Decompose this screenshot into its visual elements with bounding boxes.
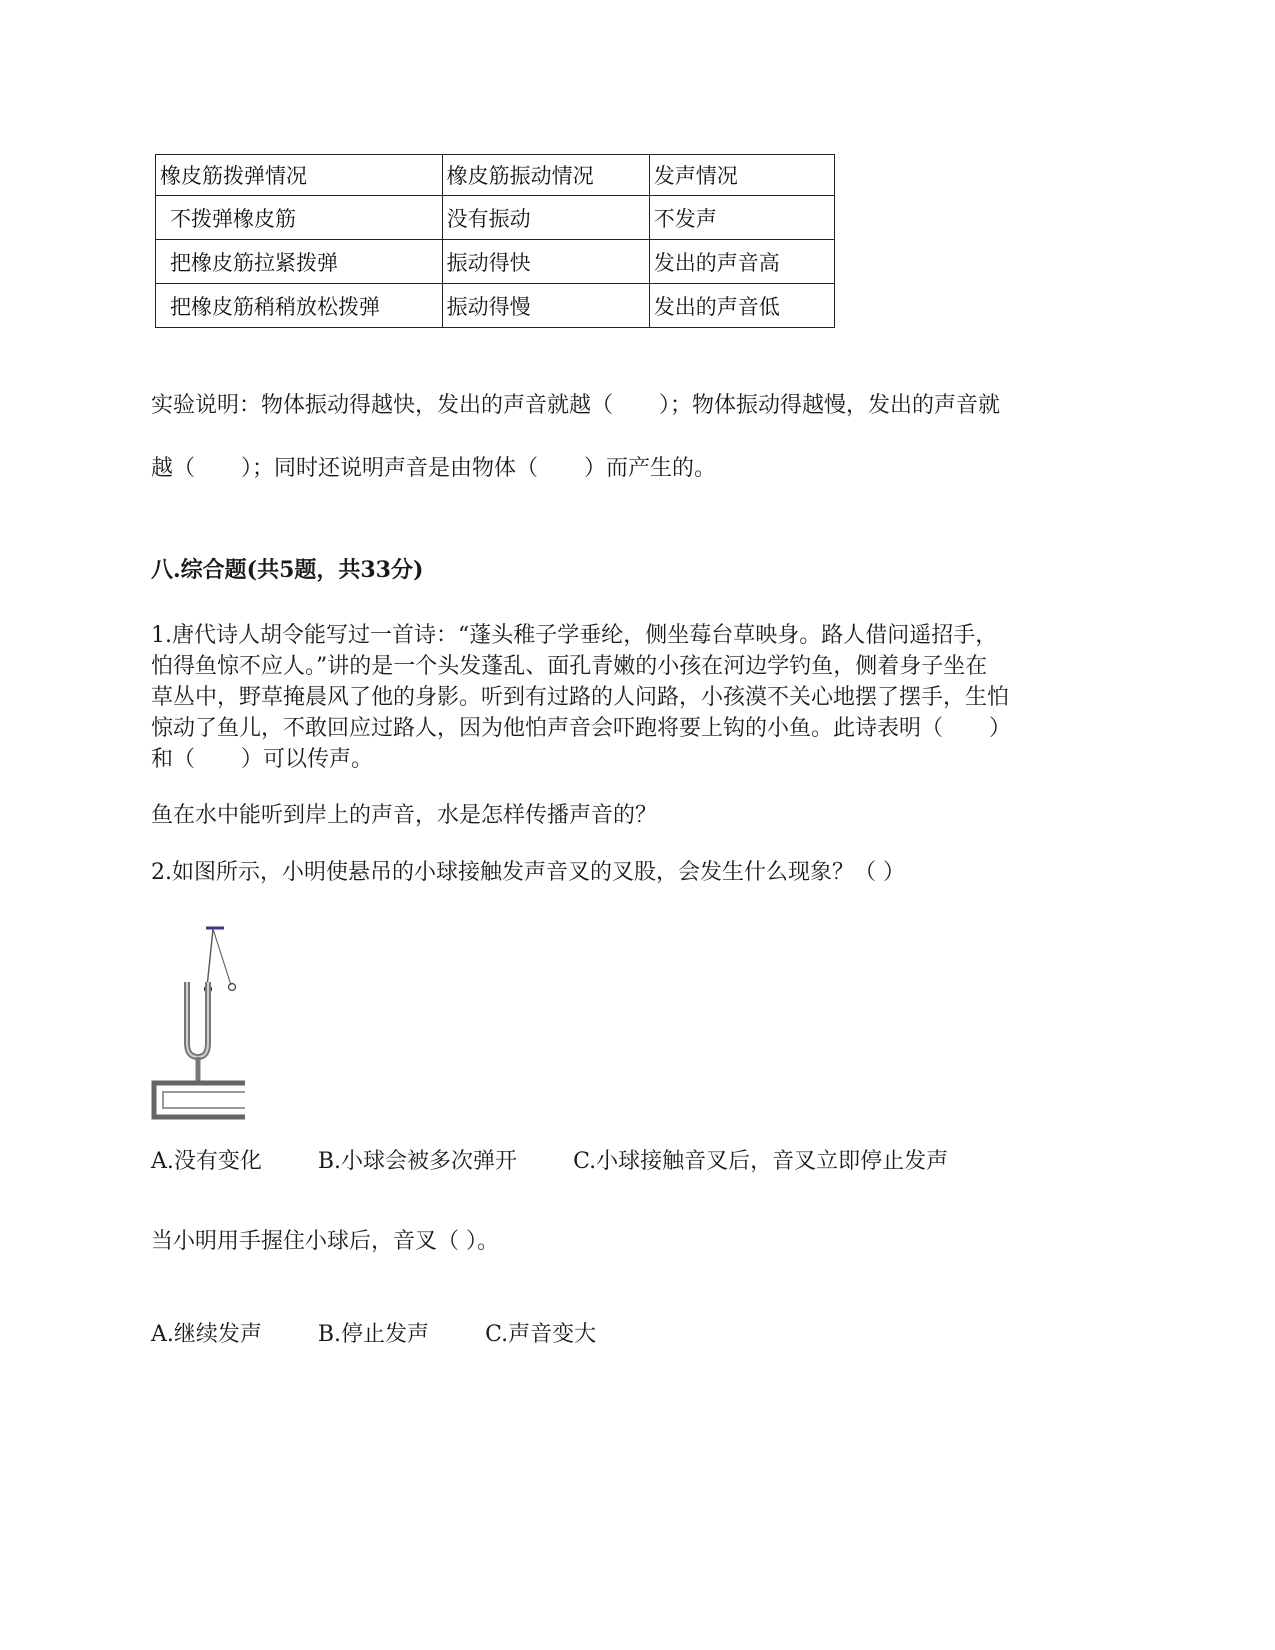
option-c[interactable]: C.声音变大 xyxy=(485,1322,597,1347)
table-cell: 把橡皮筋稍稍放松拨弹 xyxy=(156,284,443,328)
option-a[interactable]: A.继续发声 xyxy=(151,1322,262,1347)
question-1-line: 怕得鱼惊不应人。”讲的是一个头发蓬乱、面孔青嫩的小孩在河边学钓鱼，侧着身子坐在 xyxy=(151,654,988,679)
tuning-fork-figure xyxy=(150,925,260,1125)
pendulum-string xyxy=(213,929,231,985)
table-row xyxy=(156,284,835,328)
table-row xyxy=(156,155,835,196)
tuning-fork-highlight xyxy=(187,982,208,1057)
question-1-line: 草丛中，野草掩晨风了他的身影。听到有过路的人问路，小孩漠不关心地摆了摆手，生怕 xyxy=(151,685,1010,710)
table-cell: 把橡皮筋拉紧拨弹 xyxy=(156,240,443,284)
question-2-subquestion: 当小明用手握住小球后，音叉（ ）。 xyxy=(151,1229,499,1254)
question-1-line: 和（ ）可以传声。 xyxy=(151,747,374,772)
question-1-line: 1.唐代诗人胡令能写过一首诗：“蓬头稚子学垂纶，侧坐莓台草映身。路人借问遥招手， xyxy=(151,623,998,648)
question-2-options xyxy=(151,1144,948,1175)
table-cell: 振动得快 xyxy=(442,240,649,284)
table-row xyxy=(156,196,835,240)
table-cell: 橡皮筋振动情况 xyxy=(442,155,649,196)
table-cell: 没有振动 xyxy=(442,196,649,240)
question-1-subquestion: 鱼在水中能听到岸上的声音，水是怎样传播声音的？ xyxy=(151,803,658,828)
table-cell: 发声情况 xyxy=(649,155,834,196)
option-c[interactable]: C.小球接触音叉后，音叉立即停止发声 xyxy=(573,1149,949,1174)
option-a[interactable]: A.没有变化 xyxy=(151,1149,262,1174)
explanation-line-1: 实验说明：物体振动得越快，发出的声音就越（ ）；物体振动得越慢，发出的声音就 xyxy=(151,393,1001,418)
experiment-table xyxy=(155,154,835,328)
table-cell: 发出的声音高 xyxy=(649,240,834,284)
question-2-sub-options xyxy=(151,1317,596,1348)
question-2-stem: 2.如图所示，小明使悬吊的小球接触发声音叉的叉股，会发生什么现象？（ ） xyxy=(151,860,905,885)
ball-swinging xyxy=(229,984,236,991)
option-b[interactable]: B.停止发声 xyxy=(317,1322,430,1347)
resonance-box xyxy=(154,1083,245,1117)
question-1-line: 惊动了鱼儿，不敢回应过路人，因为他怕声音会吓跑将要上钩的小鱼。此诗表明（ ） xyxy=(151,716,1012,741)
explanation-line-2: 越（ ）；同时还说明声音是由物体（ ）而产生的。 xyxy=(151,456,717,481)
table-row xyxy=(156,240,835,284)
pendulum-string xyxy=(207,929,213,987)
table-cell: 橡皮筋拨弹情况 xyxy=(156,155,443,196)
table-cell: 不拨弹橡皮筋 xyxy=(156,196,443,240)
resonance-box-inner xyxy=(163,1092,245,1108)
tuning-fork-prongs xyxy=(187,982,208,1057)
table-cell: 不发声 xyxy=(649,196,834,240)
option-b[interactable]: B.小球会被多次弹开 xyxy=(317,1149,518,1174)
table-cell: 发出的声音低 xyxy=(649,284,834,328)
section-title: 八.综合题(共5题，共33分) xyxy=(151,557,424,583)
table-cell: 振动得慢 xyxy=(442,284,649,328)
